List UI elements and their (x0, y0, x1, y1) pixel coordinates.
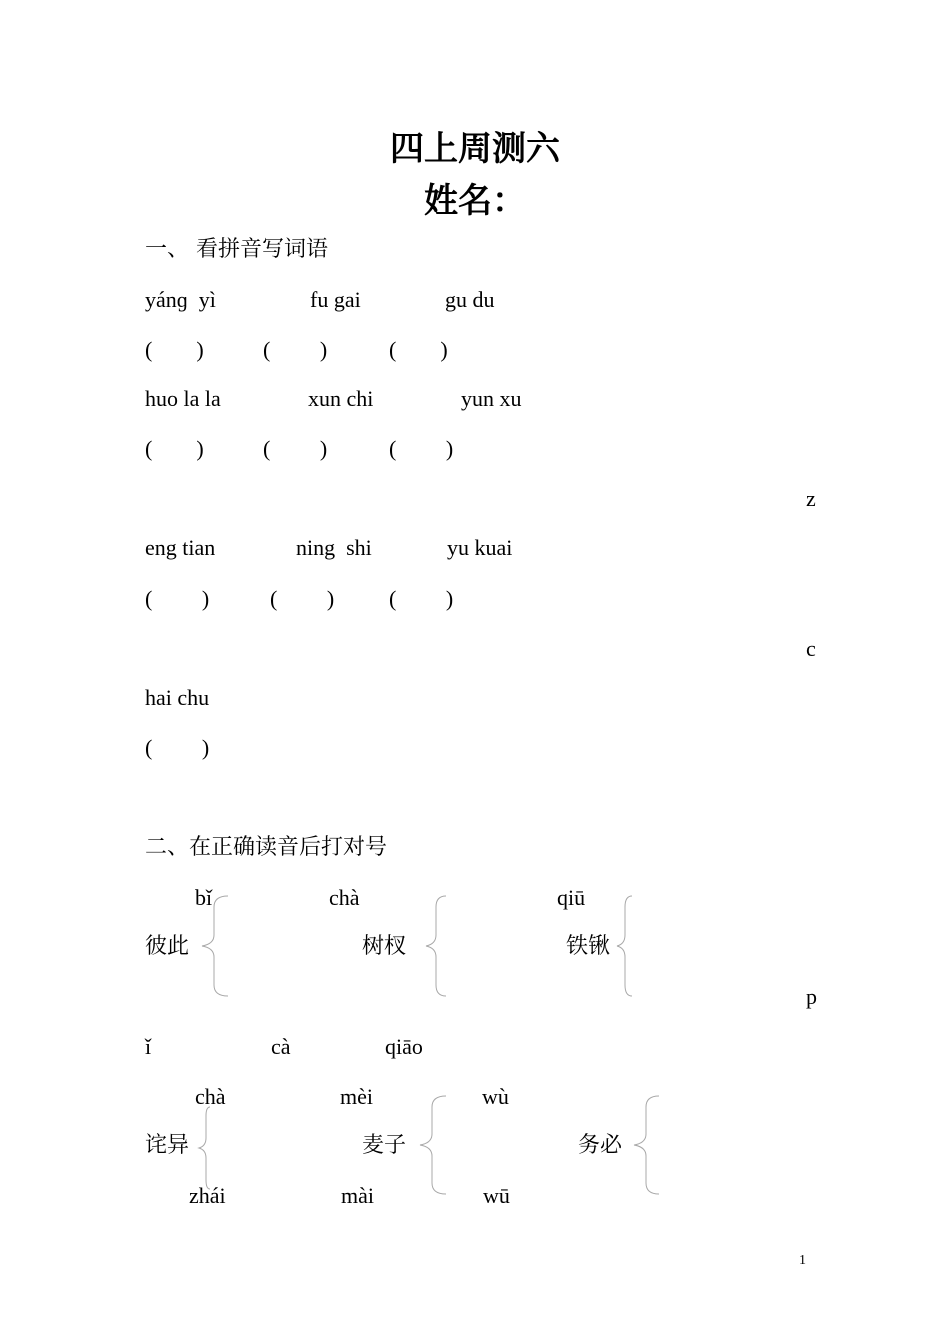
name-label: 姓名： (424, 183, 526, 220)
brace-bracket (196, 1106, 214, 1190)
reading-option: mèi (340, 1084, 373, 1109)
reading-option: qiāo (385, 1034, 423, 1059)
reading-option: wū (483, 1183, 510, 1208)
pinyin-item: huo la la (145, 386, 221, 411)
word-item: 铁锹 (566, 934, 611, 959)
answer-blank[interactable]: ( ) (389, 337, 448, 362)
stray-letter: p (806, 984, 817, 1009)
word-item: 彼此 (145, 934, 190, 959)
pinyin-item: xun chi (308, 386, 374, 411)
brace-bracket (420, 895, 450, 997)
section-1-heading: 一、 看拼音写词语 (145, 237, 328, 262)
reading-option: bǐ (195, 885, 213, 910)
answer-blank[interactable]: ( ) (389, 436, 454, 461)
page-title: 四上周测六 (390, 131, 560, 168)
reading-option: qiū (557, 885, 586, 910)
stray-letter: c (806, 636, 816, 661)
page-number: 1 (799, 1253, 806, 1268)
answer-blank[interactable]: ( ) (389, 586, 454, 611)
answer-blank[interactable]: ( ) (263, 436, 328, 461)
answer-blank[interactable]: ( ) (145, 735, 210, 760)
answer-blank[interactable]: ( ) (145, 586, 210, 611)
reading-option: wù (482, 1084, 509, 1109)
brace-bracket (416, 1095, 450, 1195)
reading-option: zhái (189, 1183, 226, 1208)
answer-blank[interactable]: ( ) (270, 586, 335, 611)
pinyin-item: eng tian (145, 535, 216, 560)
reading-option: cà (271, 1034, 291, 1059)
pinyin-item: yánɡ yì (145, 287, 216, 312)
reading-option: chà (195, 1084, 226, 1109)
word-item: 诧异 (145, 1133, 190, 1158)
pinyin-item: gu du (445, 287, 495, 312)
brace-bracket (614, 895, 636, 997)
stray-letter: z (806, 486, 816, 511)
reading-option: mài (341, 1183, 374, 1208)
answer-blank[interactable]: ( ) (145, 337, 204, 362)
word-item: 麦子 (362, 1133, 407, 1158)
pinyin-item: hai chu (145, 685, 210, 710)
pinyin-item: yun xu (461, 386, 522, 411)
pinyin-item: fu gai (310, 287, 361, 312)
reading-option: chà (329, 885, 360, 910)
pinyin-item: yu kuai (447, 535, 513, 560)
section-2-heading: 二、在正确读音后打对号 (145, 835, 388, 860)
answer-blank[interactable]: ( ) (145, 436, 204, 461)
brace-bracket (198, 895, 232, 997)
word-item: 树杈 (362, 934, 407, 959)
word-item: 务必 (578, 1133, 623, 1158)
brace-bracket (630, 1095, 662, 1195)
answer-blank[interactable]: ( ) (263, 337, 328, 362)
reading-option: ǐ (145, 1034, 152, 1059)
pinyin-item: ning shi (296, 535, 372, 560)
